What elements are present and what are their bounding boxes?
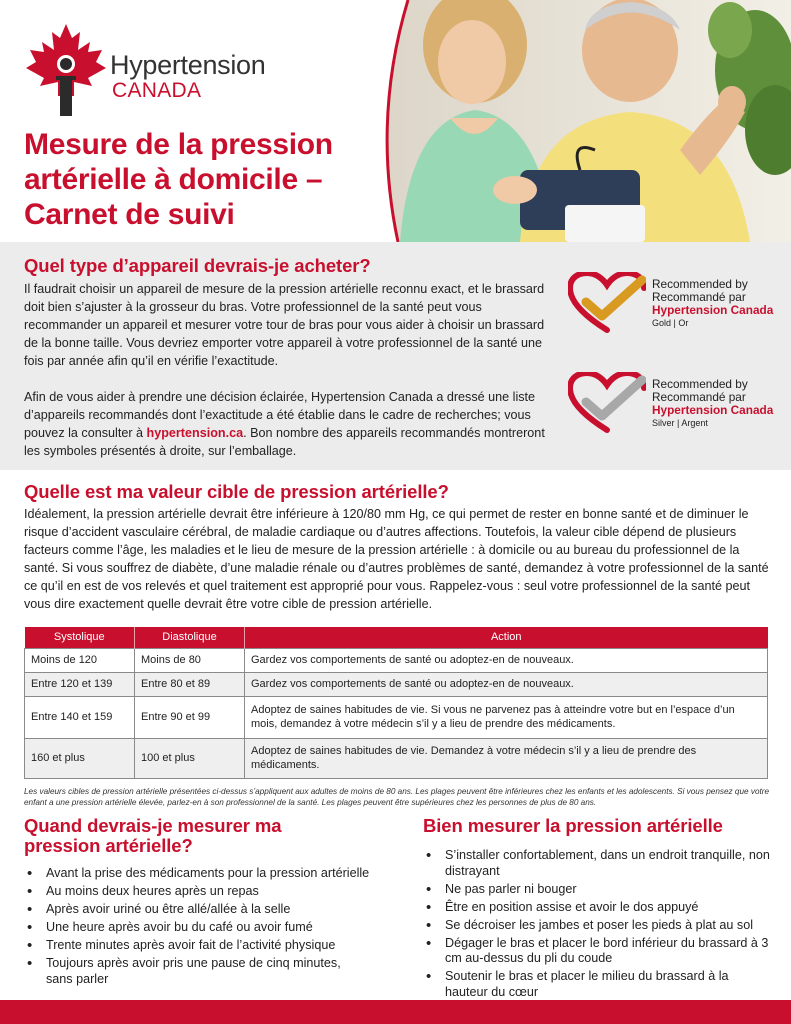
hypertension-canada-logo	[22, 22, 292, 122]
cell-systolic: Entre 120 et 139	[25, 672, 135, 696]
badge-line-french: Recommandé par	[652, 390, 746, 404]
badge-level: Silver | Argent	[652, 418, 708, 428]
table-row	[25, 696, 768, 738]
column-header-diastolic: Diastolique	[135, 627, 245, 648]
silver-badge-text	[652, 378, 773, 429]
cell-diastolic: 100 et plus	[135, 738, 245, 778]
cell-systolic: Entre 140 et 159	[25, 696, 135, 738]
column-header-systolic: Systolique	[25, 627, 135, 648]
header	[0, 0, 791, 242]
badge-line-french: Recommandé par	[652, 290, 746, 304]
cell-diastolic: Entre 90 et 99	[135, 696, 245, 738]
badge-brand: Hypertension Canada	[652, 403, 774, 417]
how-list	[423, 848, 773, 1000]
how-heading: Bien mesurer la pression artérielle	[423, 815, 723, 836]
gold-badge-text	[652, 278, 773, 329]
badge-line-english: Recommended by	[652, 277, 748, 291]
list-item: • S’installer confortablement, dans un endroit tranquille, non distrayant	[423, 848, 773, 879]
list-item: • Avant la prise des médicaments pour la pression artérielle	[24, 866, 394, 882]
couple-measuring-blood-pressure-photo	[380, 0, 791, 242]
badge-line-english: Recommended by	[652, 377, 748, 391]
table-row	[25, 648, 768, 672]
column-header-action: Action	[245, 627, 768, 648]
cell-diastolic: Entre 80 et 89	[135, 672, 245, 696]
list-item: • Dégager le bras et placer le bord inférieur du brassard à 3 cm au-dessus du pli du coude	[423, 936, 773, 967]
target-section	[0, 470, 791, 810]
when-heading: Quand devrais-je mesurer ma pression artérielle?	[24, 815, 282, 856]
list-item: • Se décroiser les jambes et poser les pieds à plat au sol	[423, 918, 773, 934]
list-item: • Au moins deux heures après un repas	[24, 884, 394, 900]
target-paragraph: Idéalement, la pression artérielle devrait être inférieure à 120/80 mm Hg, ce qui permet de rester en bonne santé et de diminuer le risque d’accident vasculaire cérébral, de maladie cardiaque ou d’autres affections. Toutefois, la valeur cible dépend de plusieurs facteurs comme l’âge, les maladies et le lieu de mesure de la pression artérielle : à domicile ou au bureau du professionnel de la santé. Si vous souffrez de diabète, d’une maladie rénale ou d’autres problèmes de santé, demandez à votre professionnel de la santé ce qu’il en est de vos relevés et quel traitement est approprié pour vous. Rappelez-vous : seul votre professionnel de la santé peut vous dire exactement quelle devrait être votre cible de pression artérielle.	[24, 507, 769, 611]
device-paragraph-2-start: Afin de vous aider à prendre une décision éclairée, Hypertension Canada a dressé une liste d’appareils recommandés dont l’exactitude a été établie dans le cadre de recherches; vous pouvez la consulter à	[24, 390, 536, 440]
table-row	[25, 738, 768, 778]
table-footnote: Les valeurs cibles de pression artérielle présentées ci-dessus s’appliquent aux adultes de moins de 80 ans. Les plages peuvent être inférieures chez les enfants et les adolescents. Si vous pensez que votre enfant a une pression artérielle élevée, parlez-en à son professionnel de la santé. Les plages peuvent être supérieures chez les personnes de plus de 80 ans.	[24, 787, 770, 807]
table-header-row	[25, 627, 768, 648]
list-item: • Ne pas parler ni bouger	[423, 882, 773, 898]
hypertension-ca-link[interactable]: hypertension.ca	[146, 426, 244, 440]
gold-recommended-badge	[568, 268, 778, 338]
list-item: • Après avoir uriné ou être allé/allée à la selle	[24, 902, 394, 918]
heart-check-silver-icon	[568, 372, 646, 434]
table-row	[25, 672, 768, 696]
badge-brand: Hypertension Canada	[652, 303, 774, 317]
device-section	[0, 242, 791, 470]
device-paragraph-2-end: . Bon nombre des appareils recommandés montreront les symboles présentés à droite, sur l’emballage.	[24, 426, 545, 458]
footer-bar	[0, 1000, 791, 1024]
cell-action: Adoptez de saines habitudes de vie. Demandez à votre médecin s’il y a lieu de prendre des médicaments.	[245, 738, 768, 778]
blood-pressure-table	[24, 627, 768, 779]
target-heading: Quelle est ma valeur cible de pression artérielle?	[24, 481, 449, 502]
when-to-measure-section	[24, 816, 394, 990]
logo-wordmark-bottom: CANADA	[112, 79, 202, 102]
cell-systolic: 160 et plus	[25, 738, 135, 778]
when-list	[24, 866, 394, 987]
cell-systolic: Moins de 120	[25, 648, 135, 672]
device-paragraph-2	[24, 388, 554, 460]
silver-recommended-badge	[568, 368, 778, 438]
list-item: • Soutenir le bras et placer le milieu du brassard à la hauteur du cœur	[423, 969, 773, 1000]
maple-leaf-icon	[22, 22, 110, 122]
how-to-measure-section	[423, 816, 773, 1003]
list-item: • Être en position assise et avoir le dos appuyé	[423, 900, 773, 916]
badge-level: Gold | Or	[652, 318, 689, 328]
cell-action: Gardez vos comportements de santé ou adoptez-en de nouveaux.	[245, 648, 768, 672]
cell-diastolic: Moins de 80	[135, 648, 245, 672]
list-item: • Toujours après avoir pris une pause de cinq minutes, sans parler	[24, 956, 354, 987]
page-title: Mesure de la pression artérielle à domicile – Carnet de suivi	[24, 128, 333, 231]
list-item: • Une heure après avoir bu du café ou avoir fumé	[24, 920, 394, 936]
device-paragraph-1: Il faudrait choisir un appareil de mesure de la pression artérielle reconnu exact, et le brassard doit bien s’ajuster à la grosseur du bras. Votre professionnel de la santé peut vous recommander un appareil et mesurer votre tour de bras pour vous aider à choisir un brassard de la bonne taille. Vous devriez emporter votre appareil à votre professionnel de la santé une fois par année afin qu’il en vérifie l’exactitude.	[24, 282, 545, 368]
device-heading: Quel type d’appareil devrais-je acheter?	[24, 255, 371, 276]
heart-check-gold-icon	[568, 272, 646, 334]
cell-action: Adoptez de saines habitudes de vie. Si vous ne parvenez pas à atteindre votre but en l’espace d’un mois, demandez à votre médecin s’il y a lieu de prendre des médicaments.	[245, 696, 768, 738]
logo-wordmark-top: Hypertension	[110, 50, 266, 80]
list-item: • Trente minutes après avoir fait de l’activité physique	[24, 938, 394, 954]
cell-action: Gardez vos comportements de santé ou adoptez-en de nouveaux.	[245, 672, 768, 696]
